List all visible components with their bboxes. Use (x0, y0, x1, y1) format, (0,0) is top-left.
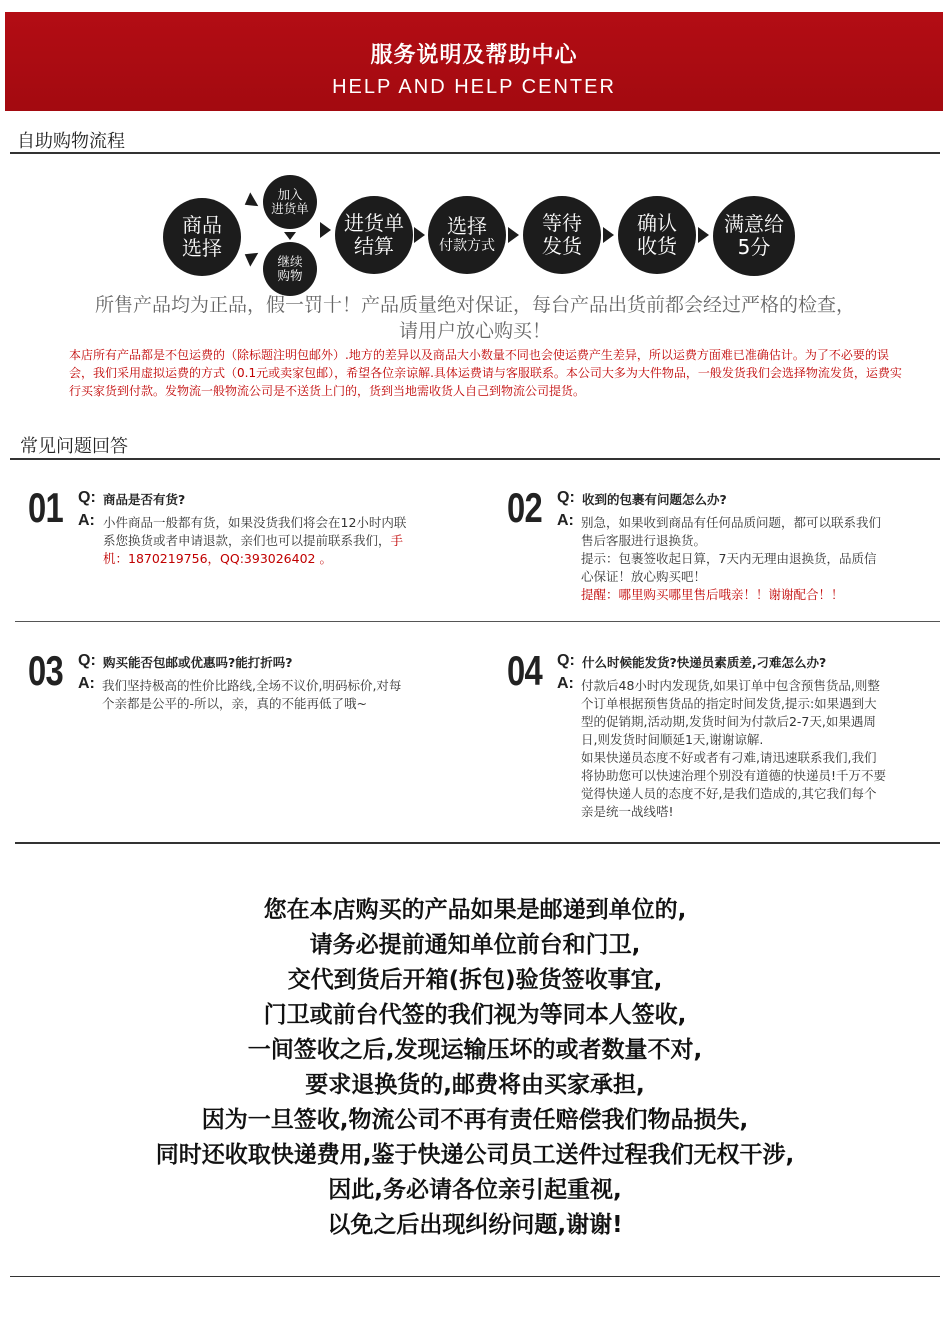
arrow-right-icon (414, 227, 425, 243)
answer-line: 日,则发货时间顺延1天,谢谢谅解. (581, 732, 764, 747)
flow-step-rating (713, 196, 795, 276)
header-banner (5, 12, 943, 111)
closing-line: 以免之后出现纠纷问题,谢谢! (327, 1212, 623, 1238)
flow-step-line: 商品 (182, 213, 222, 237)
answer-line: 提示：包裹签收起日算，7天内无理由退换货，品质信 (581, 551, 877, 566)
arrow-to-cart-icon (241, 192, 259, 211)
answer-line: 别急，如果收到商品有任何品质问题，都可以联系我们 (581, 515, 882, 530)
arrow-right-icon (508, 227, 519, 243)
a-label: A: (78, 675, 95, 692)
flow-step-wait-shipping (523, 196, 601, 274)
q-label: Q: (557, 652, 575, 669)
answer-line: 亲是统一战线嗒! (581, 804, 674, 819)
flow-step-line: 满意给 (724, 212, 784, 236)
flow-step-line: 选择 (182, 236, 222, 260)
header-title-cn: 服务说明及帮助中心 (370, 43, 578, 68)
answer-line: 心保证！放心购买吧！ (581, 569, 707, 584)
answer-line: 我们坚持极高的性价比路线,全场不议价,明码标价,对每 (102, 678, 402, 693)
closing-line: 交代到货后开箱(拆包)验货签收事宜, (287, 967, 663, 993)
faq-answer (581, 677, 941, 821)
faq-answer (581, 514, 941, 604)
q-label: Q: (78, 652, 96, 669)
arrow-right-icon (603, 227, 614, 243)
flow-section-title: 自助购物流程 (17, 131, 125, 152)
flow-step-line: 付款方式 (439, 238, 495, 255)
answer-line: 系您换货或者申请退款，亲们也可以提前联系我们， (103, 533, 391, 548)
faq-number: 04 (507, 647, 542, 694)
contact-info: 机：1870219756，QQ:393026402 。 (103, 551, 332, 566)
answer-line: 售后客服进行退换货。 (581, 533, 707, 548)
closing-line: 因此,务必请各位亲引起重视, (328, 1177, 622, 1203)
flow-step-payment (428, 196, 506, 274)
closing-line: 请务必提前通知单位前台和门卫, (309, 932, 641, 958)
faq-answer (103, 514, 463, 568)
answer-line: 个订单根据预售货品的指定时间发货,提示:如果遇到大 (581, 696, 877, 711)
faq-number: 02 (507, 484, 542, 531)
faq-question: 商品是否有货? (103, 492, 186, 507)
faq-question: 什么时候能发货?快递员素质差,刁难怎么办? (582, 655, 827, 670)
flow-step-line: 购物 (277, 268, 303, 283)
flow-step-line: 进货单 (344, 211, 404, 235)
answer-line: 型的促销期,活动期,发货时间为付款后2-7天,如果遇周 (581, 714, 876, 729)
closing-line: 一间签收之后,发现运输压坏的或者数量不对, (247, 1037, 703, 1063)
guarantee-text (60, 292, 890, 344)
flow-step-product-select (163, 198, 241, 276)
flow-divider (10, 152, 940, 154)
flow-step-line: 继续 (277, 253, 303, 269)
faq-answer (102, 677, 462, 713)
faq-number: 03 (28, 647, 63, 694)
faq-divider (10, 458, 940, 460)
closing-line: 因为一旦签收,物流公司不再有责任赔偿我们物品损失, (201, 1107, 749, 1133)
faq-section-title: 常见问题回答 (20, 436, 128, 457)
faq-row-divider (15, 621, 940, 622)
faq-question: 购买能否包邮或优惠吗?能打折吗? (103, 655, 293, 670)
q-label: Q: (557, 489, 575, 506)
closing-divider-top (15, 842, 940, 844)
a-label: A: (557, 512, 574, 529)
a-label: A: (78, 512, 95, 529)
closing-line: 您在本店购买的产品如果是邮递到单位的, (263, 897, 687, 923)
shipping-notice: 本店所有产品都是不包运费的（除标题注明包邮外）.地方的差异以及商品大小数量不同也会使运费产生差异，所以运费方面难已准确估计。为了不必要的误会，我们采用虚拟运费的方式（0.1元或卖家包邮），希望各位亲谅解.具体运费请与客服联系。本公司大多为大件物品，一般发货我们会选择物流发货，运费实行买家货到付款。发物流一般物流公司是不送货上门的，货到当地需收货人自己到物流公司提货。 (69, 348, 902, 398)
guarantee-line: 所售产品均为正品，假一罚十！产品质量绝对保证，每台产品出货前都会经过严格的检查， (94, 294, 855, 316)
flow-step-line: 结算 (354, 234, 394, 258)
flow-step-confirm-receipt (618, 196, 696, 274)
closing-line: 要求退换货的,邮费将由买家承担, (305, 1072, 645, 1098)
answer-line: 觉得快递人员的态度不好,是我们造成的,其它我们每个 (581, 786, 877, 801)
flow-step-line: 选择 (447, 214, 487, 239)
closing-line: 同时还收取快递费用,鉴于快递公司员工送件过程我们无权干涉, (155, 1142, 795, 1168)
arrow-right-icon (320, 222, 331, 238)
q-label: Q: (78, 489, 96, 506)
answer-line: 如果快递员态度不好或者有刁难,请迅速联系我们,我们 (581, 750, 877, 765)
answer-line: 付款后48小时内发现货,如果订单中包含预售货品,则整 (581, 678, 880, 693)
flow-step-line: 加入 (277, 186, 303, 202)
flow-step-line: 收货 (637, 234, 677, 258)
flow-step-line: 等待 (542, 211, 582, 235)
answer-line: 小件商品一般都有货，如果没货我们将会在12小时内联 (103, 515, 407, 530)
answer-line: 个亲都是公平的-所以，亲，真的不能再低了哦~ (102, 696, 367, 711)
a-label: A: (557, 675, 574, 692)
flow-step-line: 确认 (637, 211, 677, 235)
guarantee-line: 请用户放心购买！ (398, 320, 551, 342)
closing-notice (40, 893, 910, 1243)
arrow-to-continue-icon (241, 247, 259, 266)
closing-divider-bottom (10, 1276, 940, 1277)
flow-step-line: 发货 (542, 234, 582, 258)
answer-line: 将协助您可以快速治理个别没有道德的快递员!千万不要 (581, 768, 887, 783)
flow-step-line: 进货单 (271, 201, 309, 216)
flow-add-cart (263, 175, 317, 229)
arrow-right-icon (698, 227, 709, 243)
header-title-en: HELP AND HELP CENTER (332, 76, 616, 98)
arrow-down-icon (284, 232, 296, 240)
answer-red-text: 手 (390, 533, 404, 548)
flow-step-checkout (335, 196, 413, 274)
answer-reminder: 提醒：哪里购买哪里售后哦亲！！谢谢配合！！ (581, 587, 844, 602)
faq-question: 收到的包裹有问题怎么办? (582, 492, 727, 507)
flow-step-line: 5分 (737, 235, 771, 259)
closing-line: 门卫或前台代签的我们视为等同本人签收, (263, 1002, 687, 1028)
flow-continue-shopping (263, 242, 317, 296)
faq-number: 01 (28, 484, 63, 531)
